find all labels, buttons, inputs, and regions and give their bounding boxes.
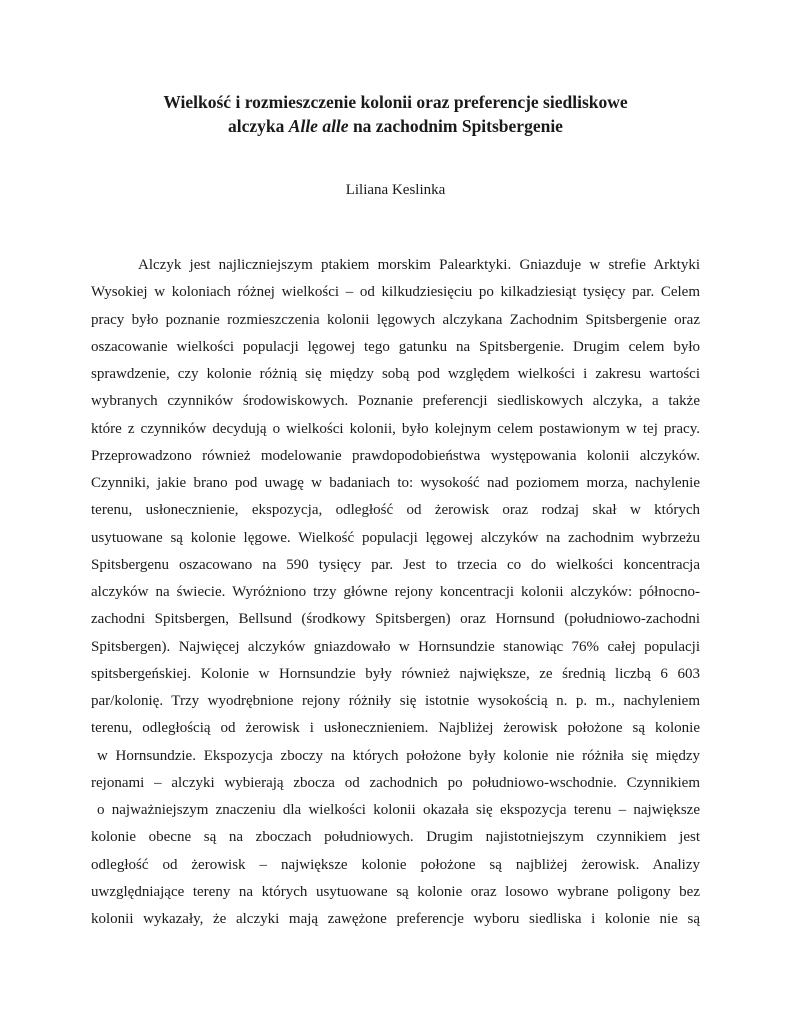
title-line-2-prefix: alczyka [228,116,289,136]
title-line-2 [0,114,791,138]
abstract-line: terenu, odległością od żerowisk i usłonecznieniem. Najbliżej żerowisk położone są kolonie [91,720,700,737]
abstract-line: Czynniki, jakie brano pod uwagę w badaniach to: wysokość nad poziomem morza, nachylenie [91,475,700,491]
title-line-1: Wielkość i rozmieszczenie kolonii oraz preferencje siedliskowe [163,92,628,112]
abstract-line: rejonami – alczyki wybierają zbocza od zachodnich po południowo-wschodnie. Czynnikiem [91,774,700,791]
abstract-line: w Hornsundzie. Ekspozycja zboczy na których położone były kolonie nie różniła się między [97,747,700,764]
abstract-line: zachodni Spitsbergen, Bellsund (środkowy Spitsbergen) oraz Hornsund (południowo-zachodni [91,611,700,628]
abstract-line: sprawdzenie, czy kolonie różnią się między sobą pod względem wielkości i zakresu wartości [91,366,700,382]
abstract-line: Wysokiej w koloniach różnej wielkości – od kilkudziesięciu po kilkadziesiąt tysięcy par. Celem [91,284,700,301]
abstract-line: Spitsbergen). Najwięcej alczyków gniazdowało w Hornsundzie stanowiąc 76% całej populacji [91,638,700,655]
abstract-line: Alczyk jest najliczniejszym ptakiem morskim Palearktyki. Gniazduje w strefie Arktyki [138,257,700,273]
abstract-line: Spitsbergenu oszacowano na 590 tysięcy par. Jest to trzecia co do wielkości koncentracja [91,556,700,573]
abstract-line: odległość od żerowisk – największe kolonie położone są najbliżej żerowisk. Analizy [91,856,700,873]
abstract-line: kolonii wykazały, że alczyki mają zawężone preferencje wyboru siedliska i kolonie nie są [91,911,700,927]
abstract-line: o najważniejszym znaczeniu dla wielkości kolonii okazała się ekspozycja terenu – największe [97,802,700,818]
abstract-line: par/kolonię. Trzy wyodrębnione rejony różniły się istotnie wysokością n. p. m., nachyleniem [91,693,700,709]
document-title [0,90,791,138]
abstract-line: terenu, usłonecznienie, ekspozycja, odległość od żerowisk oraz rodzaj skał w których [91,502,700,519]
abstract-line: kolonie obecne są na zboczach południowych. Drugim najistotniejszym czynnikiem jest [91,829,700,846]
abstract-line: usytuowane są kolonie lęgowe. Wielkość populacji lęgowej alczyków na zachodnim wybrzeżu [91,529,700,546]
author-name: Liliana Keslinka [345,182,446,198]
abstract-line: alczyków na świecie. Wyróżniono trzy główne rejony koncentracji kolonii alczyków: północno- [91,584,700,600]
abstract-line: spitsbergeńskiej. Kolonie w Hornsundzie były również największe, ze średnią liczbą 6 603 [91,665,700,682]
abstract-line: które z czynników decydują o wielkości kolonii, było kolejnym celem postawionym w tej pracy. [91,420,700,437]
abstract-line: uwzględniające tereny na których usytuowane są kolonie oraz losowo wybrane poligony bez [91,883,700,900]
abstract-line: wybranych czynników środowiskowych. Poznanie preferencji siedliskowych alczyka, a także [91,393,700,410]
title-line-2-suffix: na zachodnim Spitsbergenie [348,116,563,136]
abstract-line: pracy było poznanie rozmieszczenia kolonii lęgowych alczykana Zachodnim Spitsbergenie oraz [91,311,700,328]
abstract-line: Przeprowadzono również modelowanie prawdopodobieństwa występowania kolonii alczyków. [91,447,700,464]
abstract-body [91,252,700,933]
abstract-line: oszacowanie wielkości populacji lęgowej tego gatunku na Spitsbergenie. Drugim celem było [91,338,700,355]
species-name: Alle alle [288,116,349,136]
